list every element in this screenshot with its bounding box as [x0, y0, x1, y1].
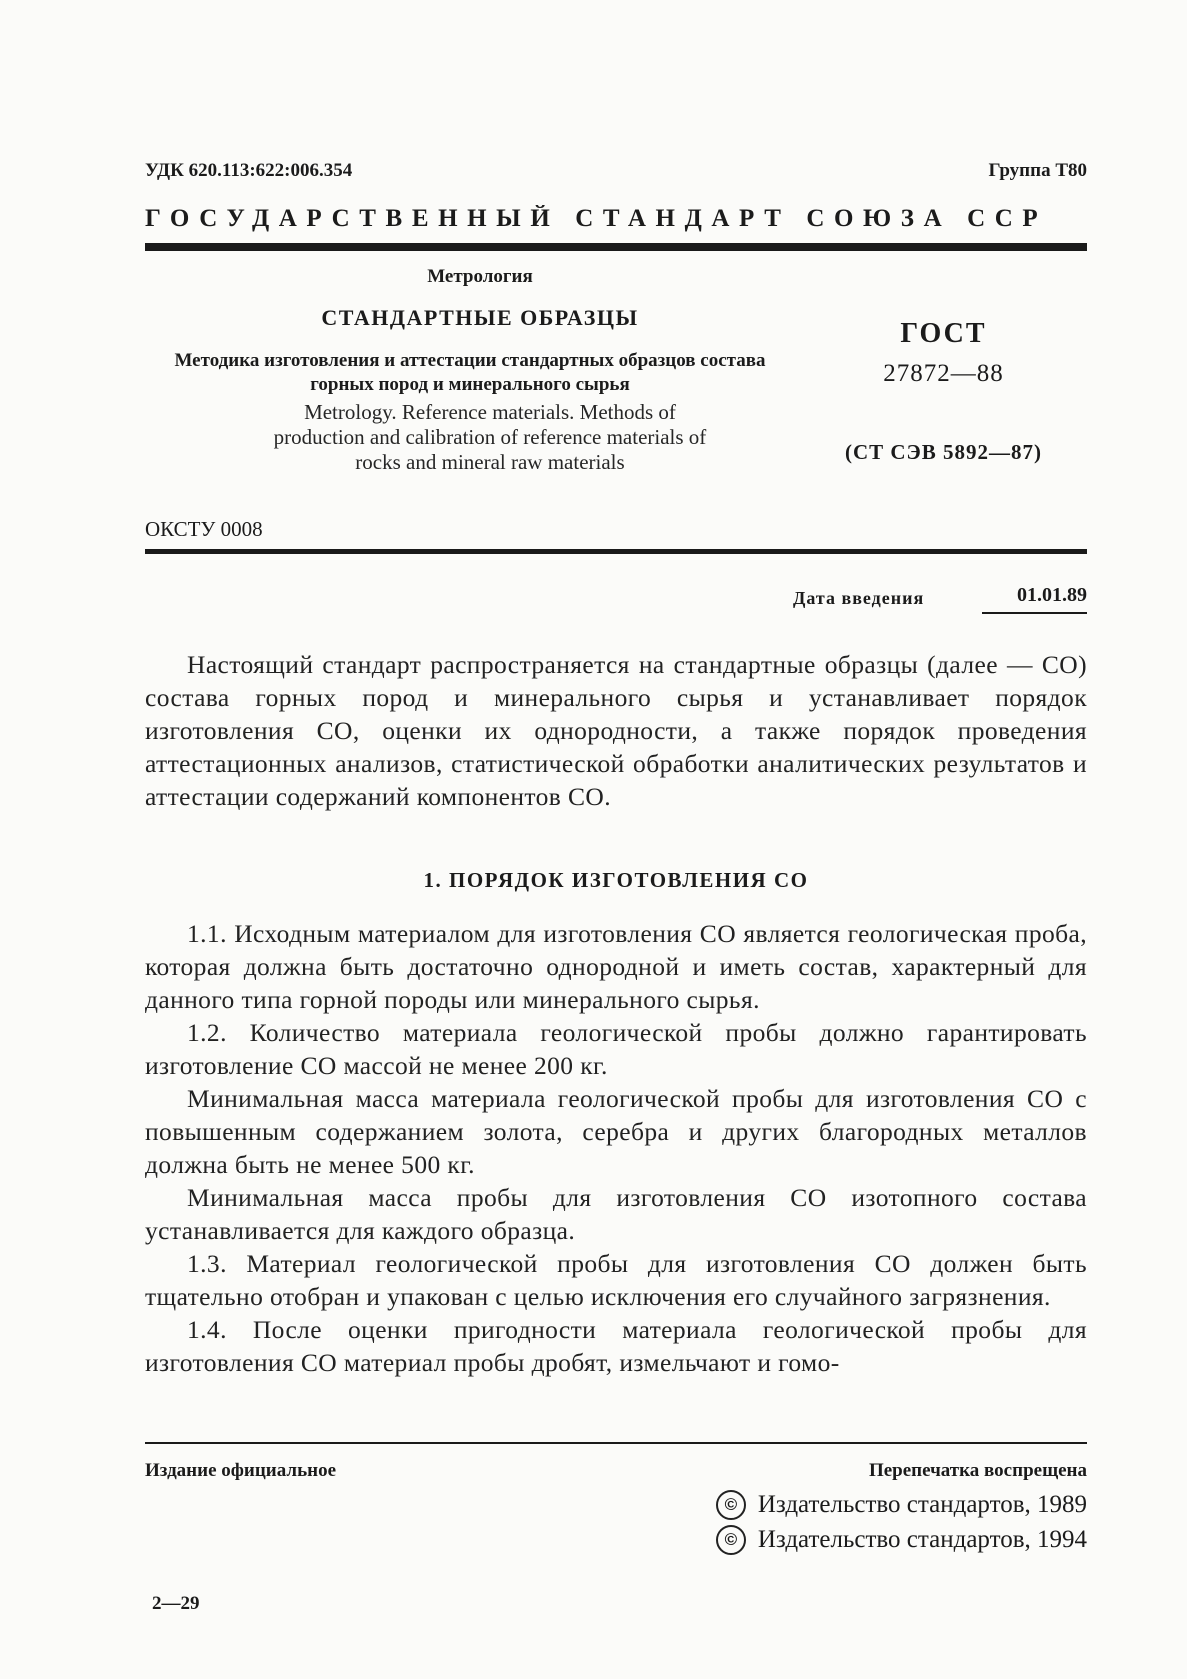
official-edition: Издание официальное [145, 1460, 337, 1481]
copyright-text-1989: Издательство стандартов, 1989 [757, 1491, 1087, 1518]
paragraph-1-1: 1.1. Исходным материалом для изготовления СО является геологическая проба, которая должна быть достаточно однородной и иметь состав, характерный для данного типа горной породы или минерального сырья. [145, 919, 1087, 1014]
gost-label: ГОСТ [900, 318, 987, 349]
footer-rule [145, 1442, 1087, 1444]
header-line [145, 160, 1087, 186]
section-1-heading: 1. ПОРЯДОК ИЗГОТОВЛЕНИЯ СО [423, 868, 809, 892]
state-standard-title: ГОСУДАРСТВЕННЫЙ СТАНДАРТ СОЮЗА ССР [145, 205, 1048, 232]
okstu-code: ОКСТУ 0008 [145, 517, 263, 541]
header-rule [145, 243, 1087, 251]
gost-block [800, 318, 1087, 465]
paragraph-1-2-isotope: Минимальная масса пробы для изготовления СО изотопного состава устанавливается для каждого образца. [145, 1183, 1087, 1245]
sev-reference: (СТ СЭВ 5892—87) [844, 440, 1043, 464]
paragraph-1-2-gold: Минимальная масса материала геологической пробы для изготовления СО с повышенным содержанием золота, серебра и других благородных металлов должна быть не менее 500 кг. [145, 1084, 1087, 1179]
gost-number: 27872—88 [883, 360, 1004, 387]
title-rule [145, 549, 1087, 554]
copyright-1994 [600, 1525, 1087, 1555]
intro-paragraph: Настоящий стандарт распространяется на стандартные образцы (далее — СО) состава горных пород и минерального сырья и устанавливает порядок изготовления СО, оценки их однородности, а также порядок проведения аттестационных анализов, статистической обработки аналитических результатов и аттестации содержаний компонентов СО. [145, 650, 1087, 811]
udk-code: УДК 620.113:622:006.354 [145, 160, 353, 181]
date-underline [982, 612, 1087, 614]
copyright-icon: © [716, 1490, 746, 1520]
subtitle-ru: Методика изготовления и аттестации стандартных образцов состава горных пород и минерального сырья [174, 350, 766, 395]
copyright-1989 [600, 1490, 1087, 1520]
paragraph-1-3: 1.3. Материал геологической пробы для изготовления СО должен быть тщательно отобран и упакован с целью исключения его случайного загрязнения. [145, 1249, 1087, 1311]
section-1-body [145, 917, 1087, 1379]
group-code: Группа Т80 [988, 160, 1087, 181]
paragraph-1-4: 1.4. После оценки пригодности материала геологической пробы для изготовления СО материал пробы дробят, измельчают и гомо- [145, 1315, 1087, 1377]
intro-section [145, 648, 1087, 813]
paragraph-1-2: 1.2. Количество материала геологической пробы должно гарантировать изготовление СО массой не менее 200 кг. [145, 1018, 1087, 1080]
reprint-notice: Перепечатка воспрещена [868, 1460, 1087, 1481]
intro-date-value: 01.01.89 [1017, 584, 1087, 606]
page-number: 2—29 [152, 1593, 200, 1614]
subtitle-en: Metrology. Reference materials. Methods of production and calibration of reference materials of rocks and mineral raw materials [273, 400, 707, 474]
copyright-text-1994: Издательство стандартов, 1994 [757, 1526, 1087, 1553]
field-label: Метрология [427, 266, 533, 287]
document-title: СТАНДАРТНЫЕ ОБРАЗЦЫ [321, 305, 639, 330]
intro-date-label: Дата введения [793, 588, 925, 608]
copyright-icon: © [716, 1525, 746, 1555]
